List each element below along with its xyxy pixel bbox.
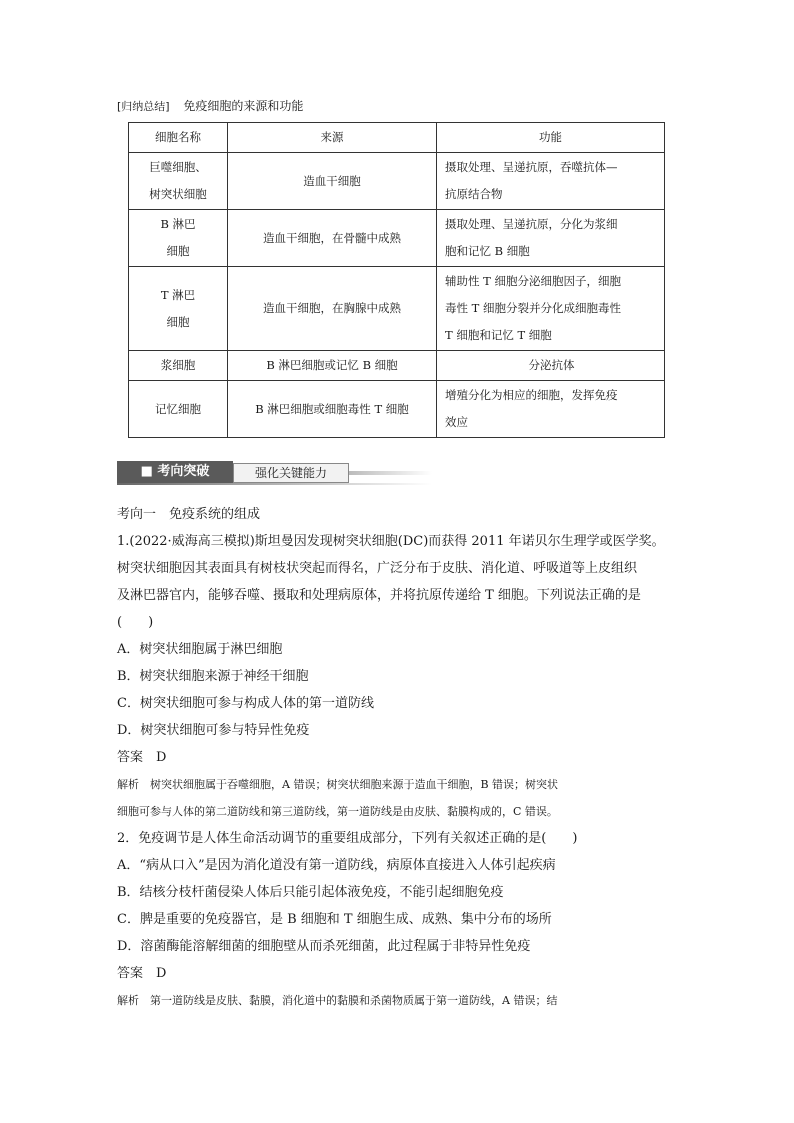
q2-option-b: B．结核分枝杆菌侵染人体后只能引起体液免疫，不能引起细胞免疫 (117, 885, 504, 900)
table-row (129, 210, 665, 267)
q2-answer: 答案 D (117, 966, 167, 981)
q1-option-a: A．树突状细胞属于淋巴细胞 (117, 642, 283, 657)
cell-function: 增殖分化为相应的细胞，发挥免疫 效应 (437, 381, 665, 438)
q1-analysis-line: 细胞可参与人体的第二道防线和第三道防线，第一道防线是由皮肤、黏膜构成的，C 错误。 (117, 805, 558, 818)
immune-cells-table (128, 122, 665, 438)
q2-option-d: D．溶菌酶能溶解细菌的细胞壁从而杀死细菌，此过程属于非特异性免疫 (117, 939, 531, 954)
q1-answer: 答案 D (117, 750, 167, 765)
cell-source: B 淋巴细胞或记忆 B 细胞 (228, 351, 437, 381)
section-banner (117, 461, 432, 483)
table-row (129, 381, 665, 438)
section-heading: 考向一 免疫系统的组成 (117, 507, 261, 522)
header-cell: 细胞名称 (129, 123, 228, 153)
summary-heading: 免疫细胞的来源和功能 (183, 99, 304, 113)
cell-name: T 淋巴 细胞 (129, 267, 228, 351)
header-cell: 功能 (437, 123, 665, 153)
q1-option-b: B．树突状细胞来源于神经干细胞 (117, 669, 309, 684)
q1-option-d: D．树突状细胞可参与特异性免疫 (117, 723, 310, 738)
q1-stem-line: 及淋巴器官内，能够吞噬、摄取和处理病原体，并将抗原传递给 T 细胞。下列说法正确的是 (117, 588, 641, 603)
cell-function: 摄取处理、呈递抗原，吞噬抗体— 抗原结合物 (437, 153, 665, 210)
q2-analysis-line: 解析 第一道防线是皮肤、黏膜，消化道中的黏膜和杀菌物质属于第一道防线，A 错误；结 (117, 994, 558, 1007)
cell-name: 记忆细胞 (129, 381, 228, 438)
table-header-row (129, 123, 665, 153)
q2-option-a: A．“病从口入”是因为消化道没有第一道防线，病原体直接进入人体引起疾病 (117, 858, 556, 873)
q1-stem-line: 1.(2022·威海高三模拟)斯坦曼因发现树突状细胞(DC)而获得 2011 年诺贝尔生理学或医学奖。 (117, 534, 665, 549)
banner-underline (117, 483, 432, 485)
q2-stem: 2．免疫调节是人体生命活动调节的重要组成部分，下列有关叙述正确的是( ) (117, 831, 578, 846)
q1-option-c: C．树突状细胞可参与构成人体的第一道防线 (117, 696, 374, 711)
q1-stem-line: ( ) (117, 615, 154, 630)
cell-name: 巨噬细胞、 树突状细胞 (129, 153, 228, 210)
summary-tag: [归纳总结] (117, 100, 170, 113)
cell-function: 辅助性 T 细胞分泌细胞因子，细胞 毒性 T 细胞分裂并分化成细胞毒性 T 细胞和记忆 T 细胞 (437, 267, 665, 351)
header-cell: 来源 (228, 123, 437, 153)
q1-analysis-line: 解析 树突状细胞属于吞噬细胞，A 错误；树突状细胞来源于造血干细胞，B 错误；树突状 (117, 778, 559, 791)
cell-function: 分泌抗体 (437, 351, 665, 381)
q1-stem-line: 树突状细胞因其表面具有树枝状突起而得名，广泛分布于皮肤、消化道、呼吸道等上皮组织 (117, 561, 638, 576)
summary-title (117, 97, 303, 114)
banner-label: ■ 考向突破 (117, 461, 233, 483)
cell-source: 造血干细胞，在骨髓中成熟 (228, 210, 437, 267)
cell-source: 造血干细胞 (228, 153, 437, 210)
cell-name: B 淋巴 细胞 (129, 210, 228, 267)
table-row (129, 267, 665, 351)
banner-decoration (349, 471, 432, 475)
q2-option-c: C．脾是重要的免疫器官，是 B 细胞和 T 细胞生成、成熟、集中分布的场所 (117, 912, 552, 927)
cell-source: 造血干细胞，在胸腺中成熟 (228, 267, 437, 351)
cell-function: 摄取处理、呈递抗原，分化为浆细 胞和记忆 B 细胞 (437, 210, 665, 267)
cell-name: 浆细胞 (129, 351, 228, 381)
banner-subtitle: 强化关键能力 (233, 463, 349, 483)
cell-source: B 淋巴细胞或细胞毒性 T 细胞 (228, 381, 437, 438)
table-row (129, 153, 665, 210)
table-row (129, 351, 665, 381)
